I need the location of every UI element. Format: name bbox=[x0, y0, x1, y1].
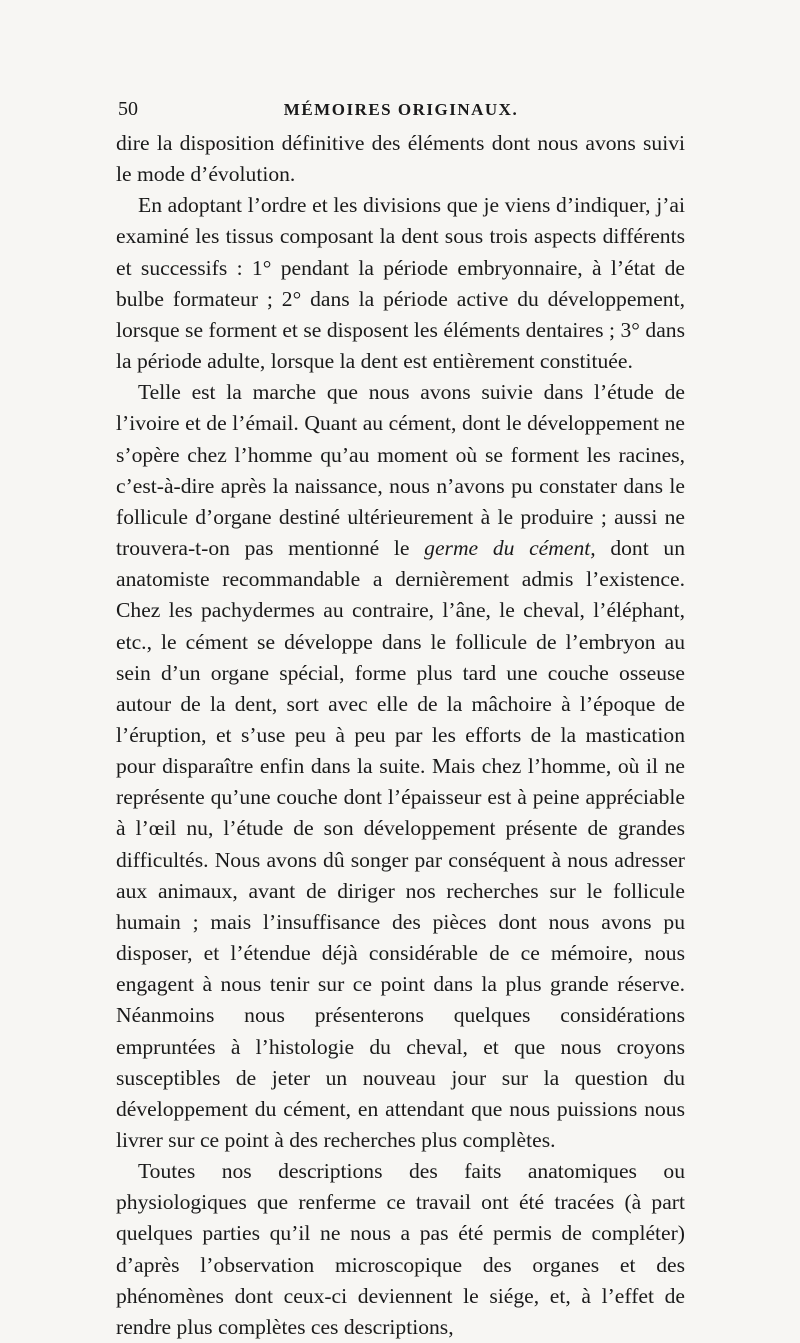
paragraph bbox=[116, 190, 685, 377]
running-title: MÉMOIRES ORIGINAUX. bbox=[283, 100, 519, 119]
running-head bbox=[118, 98, 684, 128]
text-run: Telle est la marche que nous avons suivie dans l’étude de l’ivoire et de l’émail. Quant au cément, dont le développement ne s’opère chez l’homme qu’au moment où se forment les racines, c’est-à-dire après la naissance, nous n’avons pu constater dans le follicule d’organe destiné ultérieurement à le produire ; aussi ne trouvera-t-on pas mentionné le bbox=[116, 380, 685, 561]
page-number: 50 bbox=[118, 98, 138, 120]
text-run: Toutes nos descriptions des faits anatomiques ou physiologiques que renferme ce travail ont été tracées (à part quelques parties qu’il ne nous a pas été permis de compléter) d’après l’observation microscopique des organes et des phénomènes dont ceux-ci deviennent le siége, et, à l’effet de rendre plus complètes ces descriptions, bbox=[116, 1159, 685, 1339]
text-run: dire la disposition définitive des éléments dont nous avons suivi le mode d’évolution. bbox=[116, 131, 685, 187]
body-text bbox=[116, 128, 685, 1343]
paragraph bbox=[116, 377, 685, 1156]
paragraph bbox=[116, 1156, 685, 1343]
paragraph bbox=[116, 128, 685, 190]
text-run: En adoptant l’ordre et les divisions que je viens d’indiquer, j’ai examiné les tissus composant la dent sous trois aspects différents et successifs : 1° pendant la période embryonnaire, à l’état de bulbe formateur ; 2° dans la période active du développement, lorsque se forment et se disposent les éléments dentaires ; 3° dans la période adulte, lorsque la dent est entièrement constituée. bbox=[116, 193, 685, 374]
italic-term: germe du cément, bbox=[424, 536, 596, 561]
text-run: dont un anatomiste recommandable a dernièrement admis l’existence. Chez les pachydermes au contraire, l’âne, le cheval, l’éléphant, etc., le cément se développe dans le follicule de l’embryon au sein d’un organe spécial, forme plus tard une couche osseuse autour de la dent, sort avec elle de la mâchoire à l’époque de l’éruption, et s’use peu à peu par les efforts de la mastication pour disparaître enfin dans la suite. Mais chez l’homme, où il ne représente qu’une couche dont l’épaisseur est à peine appréciable à l’œil nu, l’étude de son développement présente de grandes difficultés. Nous avons dû songer par conséquent à nous adresser aux animaux, avant de diriger nos recherches sur le follicule humain ; mais l’insuffisance des pièces dont nous avons pu disposer, et l’étendue déjà considérable de ce mémoire, nous engagent à nous tenir sur ce point dans la plus grande réserve. Néanmoins nous présenterons quelques considérations empruntées à l’histologie du cheval, et que nous croyons susceptibles de jeter un nouveau jour sur la question du développement du cément, en attendant que nous puissions nous livrer sur ce point à des recherches plus complètes. bbox=[116, 536, 685, 1152]
